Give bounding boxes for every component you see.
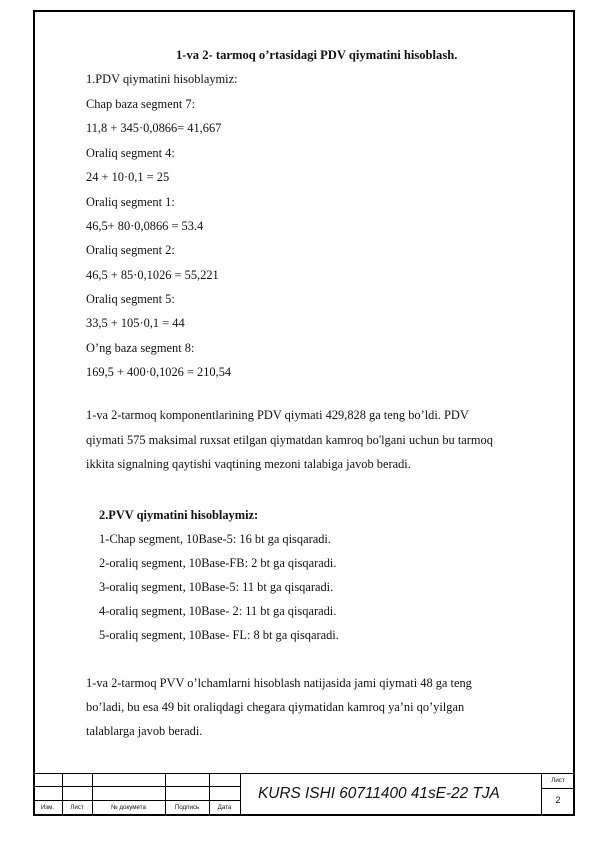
pvv-line: 1-Chap segment, 10Base-5: 16 bt ga qisqaradi. xyxy=(99,532,331,546)
pdv-line: Oraliq segment 1: xyxy=(86,195,175,209)
pdv-conclusion-line: 1-va 2-tarmoq komponentlarining PDV qiymati 429,828 ga teng bo’ldi. PDV xyxy=(86,408,469,422)
pdv-conclusion-line: ikkita signalning qaytishi vaqtining mezoni talabiga javob beradi. xyxy=(86,457,411,471)
pdv-line: Oraliq segment 4: xyxy=(86,146,175,160)
pvv-conclusion-line: bo’ladi, bu esa 49 bit oraliqdagi chegara qiymatidan kamroq ya’ni qo’yilgan xyxy=(86,700,465,714)
pvv-conclusion-line: talablarga javob beradi. xyxy=(86,724,203,738)
pdv-line: 46,5+ 80·0,0866 = 53.4 xyxy=(86,219,204,233)
stamp-izm-label: Изм. xyxy=(40,804,55,811)
pdv-line: Oraliq segment 2: xyxy=(86,243,175,257)
stamp-list-label: Лист xyxy=(70,804,84,811)
pdv-line: 169,5 + 400·0,1026 = 210,54 xyxy=(86,365,232,379)
pvv-line: 4-oraliq segment, 10Base- 2: 11 bt ga qisqaradi. xyxy=(99,604,337,618)
pdv-line: O’ng baza segment 8: xyxy=(86,341,195,355)
pdv-line: 1.PDV qiymatini hisoblaymiz: xyxy=(86,72,238,86)
pvv-line: 5-oraliq segment, 10Base- FL: 8 bt ga qisqaradi. xyxy=(99,628,339,642)
pdv-line: 33,5 + 105·0,1 = 44 xyxy=(86,316,185,330)
pdv-line: 46,5 + 85·0,1026 = 55,221 xyxy=(86,268,219,282)
pvv-conclusion-line: 1-va 2-tarmoq PVV o’lchamlarni hisoblash natijasida jami qiymati 48 ga teng xyxy=(86,676,472,690)
stamp-sheet-label: Лист xyxy=(551,777,565,784)
pvv-heading: 2.PVV qiymatini hisoblaymiz: xyxy=(99,508,259,522)
pdv-line: 11,8 + 345·0,0866= 41,667 xyxy=(86,121,222,135)
pdv-line: Oraliq segment 5: xyxy=(86,292,175,306)
pvv-line: 3-oraliq segment, 10Base-5: 11 bt ga qisqaradi. xyxy=(99,580,334,594)
stamp-doc-label: № докумета xyxy=(111,804,146,811)
stamp-sign-label: Подпись xyxy=(174,804,200,811)
section-title: 1-va 2- tarmoq o’rtasidagi PDV qiymatini hisoblash. xyxy=(176,48,458,62)
stamp-date-label: Дата xyxy=(217,804,232,811)
stamp-sheet-number: 2 xyxy=(555,795,561,805)
pvv-line: 2-oraliq segment, 10Base-FB: 2 bt ga qisqaradi. xyxy=(99,556,337,570)
pdv-line: Chap baza segment 7: xyxy=(86,97,196,111)
pdv-conclusion-line: qiymati 575 maksimal ruxsat etilgan qiymatdan kamroq bo'lgani uchun bu tarmoq xyxy=(86,433,493,447)
pdv-line: 24 + 10·0,1 = 25 xyxy=(86,170,170,184)
document-code: KURS ISHI 60711400 41sE-22 TJA xyxy=(258,785,500,802)
